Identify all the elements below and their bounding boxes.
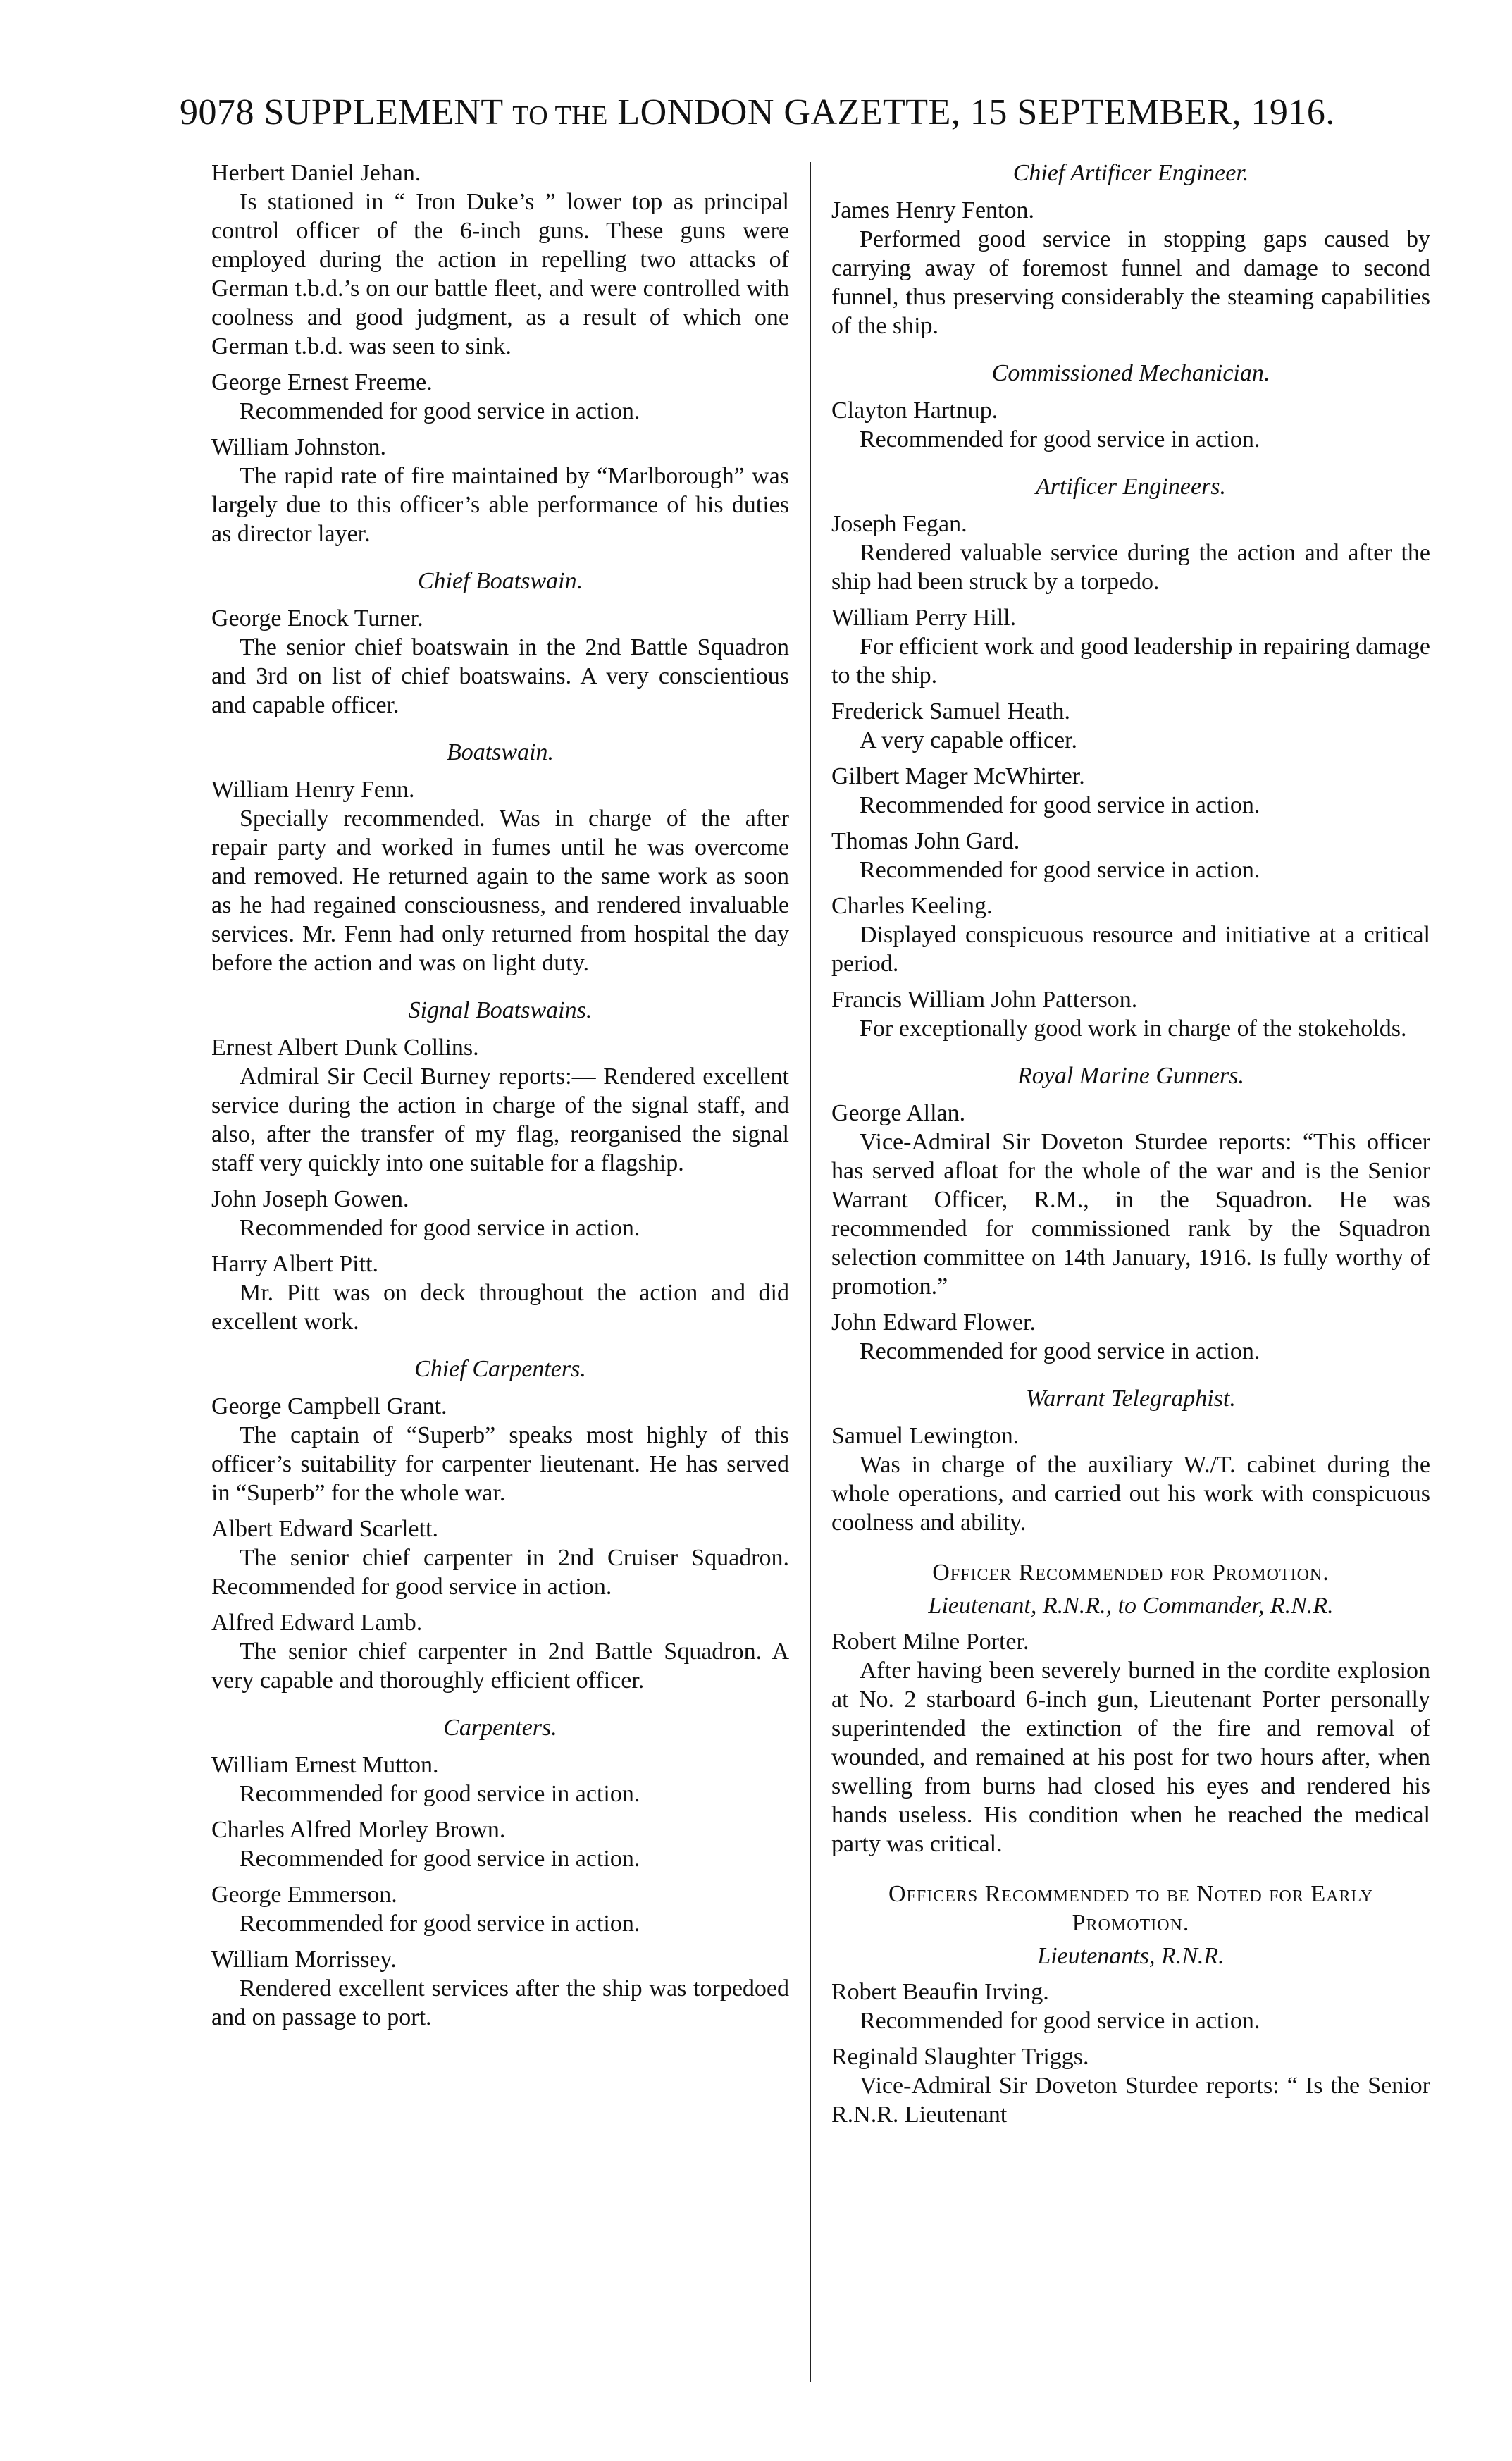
list-item — [831, 1627, 1430, 1858]
rank-subheading: Lieutenant, R.N.R., to Commander, R.N.R. — [928, 1593, 1334, 1619]
list-item — [831, 196, 1430, 340]
list-item — [831, 1978, 1430, 2035]
page-number: 9078 — [180, 92, 254, 132]
officer-name: Thomas John Gard. — [831, 828, 1020, 854]
officer-name: Charles Keeling. — [831, 893, 993, 919]
gazette-date: LONDON GAZETTE, 15 SEPTEMBER, 1916. — [617, 92, 1335, 132]
officer-name: Clayton Hartnup. — [831, 397, 998, 424]
list-item — [831, 697, 1430, 755]
officer-citation: Performed good service in stopping gaps caused by carrying away of foremost funnel and damage to second funnel, thus preserving considerably the steaming capabilities of the ship. — [831, 226, 1430, 339]
officer-citation: Displayed conspicuous resource and initiative at a critical period. — [831, 922, 1430, 977]
officer-citation: Recommended for good service in action. — [240, 1911, 640, 1937]
list-item — [831, 1099, 1430, 1301]
supplement-title: SUPPLEMENT — [264, 92, 503, 132]
list-item — [211, 159, 789, 361]
officer-name: Reginald Slaughter Triggs. — [831, 2044, 1089, 2070]
section-heading-chief-boatswain: Chief Boatswain. — [417, 568, 583, 594]
officer-name: Harry Albert Pitt. — [211, 1251, 379, 1277]
officer-citation: Rendered excellent services after the ship was torpedoed and on passage to port. — [211, 1975, 789, 2030]
officer-citation: Specially recommended. Was in charge of the after repair party and worked in fumes until he was overcome and removed. He returned again to the same work as soon as he had regained consciousness, and rendered invaluable services. Mr. Fenn had only returned from hospital the day before the action and was on light duty. — [211, 806, 789, 976]
officer-name: Francis William John Patterson. — [831, 987, 1138, 1013]
officer-citation: After having been severely burned in the cordite explosion at No. 2 starboard 6-inch gun, Lieutenant Porter personally superintended the extinction of the fire and removal of wounded, and remained at his post for two hours after, when swelling from burns had closed his eyes and rendered his hands useless. His condition when he reached the medical party was critical. — [831, 1658, 1430, 1857]
officer-citation: Mr. Pitt was on deck throughout the action and did excellent work. — [211, 1280, 789, 1335]
list-item — [211, 1608, 789, 1695]
officer-citation: Recommended for good service in action. — [240, 1846, 640, 1872]
officer-name: George Emmerson. — [211, 1882, 397, 1908]
list-item — [211, 1815, 789, 1873]
section-heading-signal-boatswains: Signal Boatswains. — [408, 997, 593, 1023]
list-item — [831, 827, 1430, 884]
list-item — [211, 1880, 789, 1938]
officer-citation: Admiral Sir Cecil Burney reports:— Rendered excellent service during the action in charge of the signal staff, and also, after the transfer of my flag, reorganised the signal staff very quickly into one suitable for a flagship. — [211, 1063, 789, 1176]
list-item — [211, 1033, 789, 1178]
officer-citation: Vice-Admiral Sir Doveton Sturdee reports: “ Is the Senior R.N.R. Lieutenant — [831, 2073, 1430, 2128]
officer-name: Joseph Fegan. — [831, 511, 967, 537]
officer-name: William Perry Hill. — [831, 605, 1017, 631]
list-item — [211, 433, 789, 548]
officer-citation: Recommended for good service in action. — [860, 426, 1260, 452]
list-item — [831, 1421, 1430, 1537]
list-item — [211, 1515, 789, 1601]
officer-name: Robert Beaufin Irving. — [831, 1979, 1049, 2005]
officer-name: James Henry Fenton. — [831, 197, 1035, 223]
officer-name: Ernest Albert Dunk Collins. — [211, 1035, 479, 1061]
officer-citation: The senior chief boatswain in the 2nd Battle Squadron and 3rd on list of chief boatswains. A very conscientious and capable officer. — [211, 634, 789, 718]
officer-name: Alfred Edward Lamb. — [211, 1610, 423, 1636]
list-item — [831, 985, 1430, 1043]
section-heading-artificer-engineers: Artificer Engineers. — [1035, 474, 1227, 500]
list-item — [831, 892, 1430, 978]
officer-citation: Recommended for good service in action. — [860, 2008, 1260, 2034]
officer-citation: The rapid rate of fire maintained by “Marlborough” was largely due to this officer’s able performance of his duties as director layer. — [211, 463, 789, 547]
list-item — [211, 1751, 789, 1808]
officer-name: Gilbert Mager McWhirter. — [831, 763, 1085, 789]
officer-name: William Morrissey. — [211, 1947, 397, 1973]
officer-citation: Recommended for good service in action. — [860, 792, 1260, 818]
list-item — [831, 762, 1430, 820]
officer-name: Frederick Samuel Heath. — [831, 698, 1070, 724]
officer-citation: Is stationed in “ Iron Duke’s ” lower top as principal control officer of the 6-inch guns. These guns were employed during the action in repelling two attacks of German t.b.d.’s on our battle fleet, and were controlled with coolness and good judgment, as a result of which one German t.b.d. was seen to sink. — [211, 189, 789, 359]
section-heading-commissioned-mechanician: Commissioned Mechanician. — [991, 360, 1270, 386]
column-divider — [810, 162, 811, 2382]
list-item — [831, 396, 1430, 454]
officer-name: George Enock Turner. — [211, 605, 423, 631]
officer-citation: Recommended for good service in action. — [240, 1215, 640, 1241]
list-item — [211, 775, 789, 977]
section-heading-boatswain: Boatswain. — [446, 739, 554, 765]
officer-citation: For exceptionally good work in charge of the stokeholds. — [860, 1016, 1407, 1042]
list-item — [211, 1392, 789, 1507]
officer-name: Charles Alfred Morley Brown. — [211, 1817, 506, 1843]
officer-citation: Rendered valuable service during the action and after the ship had been struck by a torpedo. — [831, 540, 1430, 595]
officer-citation: Recommended for good service in action. — [860, 1338, 1260, 1364]
list-item — [831, 603, 1430, 690]
section-heading-early-promotion: Officers Recommended to be Noted for Early Promotion. — [888, 1881, 1374, 1936]
officer-name: George Ernest Freeme. — [211, 369, 433, 395]
list-item — [211, 1945, 789, 2032]
list-item — [211, 1185, 789, 1242]
officer-citation: The captain of “Superb” speaks most highly of this officer’s suitability for carpenter lieutenant. He has served in “Superb” for the whole war. — [211, 1422, 789, 1506]
officer-citation: Recommended for good service in action. — [860, 857, 1260, 883]
section-heading-chief-carpenters: Chief Carpenters. — [414, 1356, 586, 1382]
officer-name: George Campbell Grant. — [211, 1393, 447, 1419]
section-heading-carpenters: Carpenters. — [443, 1715, 557, 1741]
list-item — [831, 2042, 1430, 2129]
list-item — [211, 604, 789, 720]
officer-citation: Recommended for good service in action. — [240, 1781, 640, 1807]
officer-name: Herbert Daniel Jehan. — [211, 160, 421, 186]
right-column — [831, 159, 1430, 2136]
officer-citation: A very capable officer. — [860, 727, 1078, 753]
page-header — [180, 92, 1420, 133]
list-item — [211, 368, 789, 426]
officer-citation: The senior chief carpenter in 2nd Cruiser Squadron. Recommended for good service in action. — [211, 1545, 789, 1600]
left-column — [211, 159, 789, 2039]
list-item — [831, 1308, 1430, 1366]
officer-citation: For efficient work and good leadership in repairing damage to the ship. — [831, 634, 1430, 689]
section-heading-promotion: Officer Recommended for Promotion. — [932, 1560, 1330, 1586]
section-heading-warrant-telegraphist: Warrant Telegraphist. — [1026, 1386, 1236, 1412]
officer-name: William Ernest Mutton. — [211, 1752, 439, 1778]
section-heading-chief-artificer-engineer: Chief Artificer Engineer. — [1012, 160, 1249, 186]
list-item — [211, 1250, 789, 1336]
officer-name: Robert Milne Porter. — [831, 1629, 1029, 1655]
officer-name: John Joseph Gowen. — [211, 1186, 409, 1212]
rank-subheading: Lieutenants, R.N.R. — [1037, 1943, 1225, 1969]
officer-citation: The senior chief carpenter in 2nd Battle Squadron. A very capable and thoroughly efficient officer. — [211, 1639, 789, 1694]
section-heading-royal-marine-gunners: Royal Marine Gunners. — [1017, 1063, 1244, 1089]
officer-name: William Johnston. — [211, 434, 386, 460]
officer-name: Samuel Lewington. — [831, 1423, 1020, 1449]
officer-name: John Edward Flower. — [831, 1309, 1036, 1336]
officer-name: William Henry Fenn. — [211, 777, 415, 803]
officer-citation: Was in charge of the auxiliary W./T. cabinet during the whole operations, and carried out his work with conspicuous coolness and ability. — [831, 1452, 1430, 1536]
list-item — [831, 510, 1430, 596]
to-the-label: TO THE — [512, 101, 608, 130]
officer-name: George Allan. — [831, 1100, 966, 1126]
officer-citation: Vice-Admiral Sir Doveton Sturdee reports: “This officer has served afloat for the whole of the war and is the Senior Warrant Officer, R.M., in the Squadron. He was recommended for commissioned rank by the Squadron selection committee on 14th January, 1916. Is fully worthy of promotion.” — [831, 1129, 1430, 1300]
officer-name: Albert Edward Scarlett. — [211, 1516, 438, 1542]
officer-citation: Recommended for good service in action. — [240, 398, 640, 424]
